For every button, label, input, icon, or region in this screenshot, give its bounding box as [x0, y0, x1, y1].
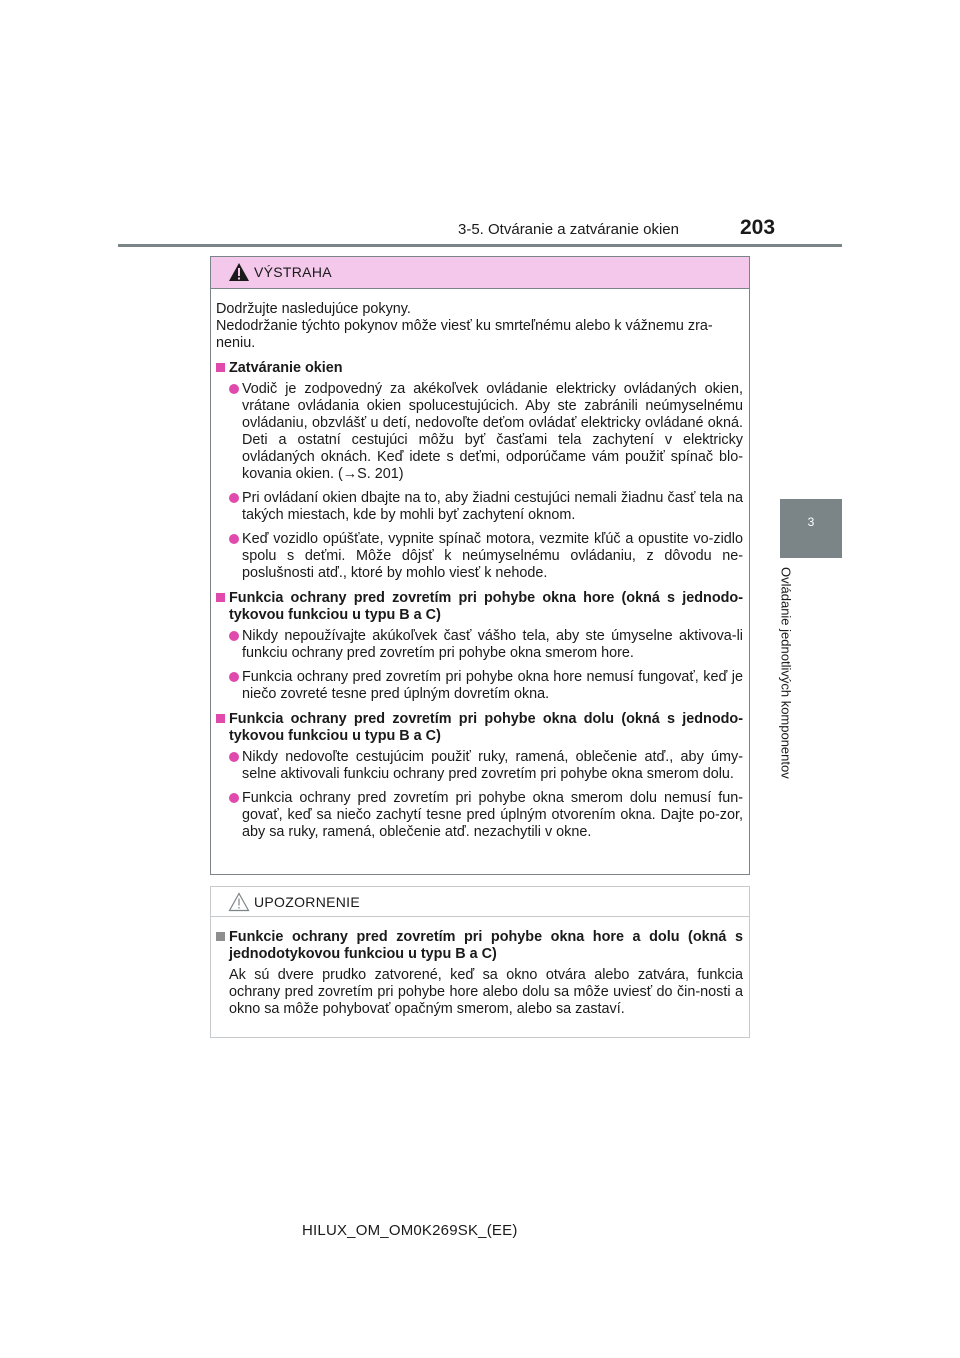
- list-item: [216, 749, 743, 783]
- warning-box-header: [211, 257, 749, 289]
- warning-triangle-icon: [228, 262, 250, 282]
- square-bullet-icon: [216, 932, 225, 941]
- page-number: 203: [740, 216, 776, 239]
- chapter-title-container: [764, 567, 808, 817]
- warning-section: [216, 360, 743, 582]
- section-title-text: Funkcie ochrany pred zovretím pri pohybe okna hore a dolu (okná s jednodotykovou funkciou u typu B a C): [229, 929, 743, 962]
- square-bullet-icon: [216, 363, 225, 372]
- chapter-title: Ovládanie jednotlivých komponentov: [778, 567, 794, 779]
- list-item-text: Funkcia ochrany pred zovretím pri pohybe okna smerom dolu nemusí fun-govať, keď sa niečo zachytí tesne pred úplným otvorením okna. Dajte po-zor, aby sa ruky, ramená, oblečenie atď. nezachytili v okne.: [242, 790, 743, 840]
- warning-section: [216, 590, 743, 703]
- list-item: [216, 628, 743, 662]
- list-item-text: Nikdy nepoužívajte akúkoľvek časť vášho tela, aby ste úmyselne aktivova-li funkciu ochrany pred zovretím pri pohybe okna smerom hore.: [242, 628, 743, 661]
- round-bullet-icon: [229, 672, 239, 682]
- list-item: [216, 531, 743, 582]
- warning-intro: [216, 301, 743, 352]
- header-divider: [118, 244, 842, 247]
- caution-section-title: [216, 929, 743, 963]
- caution-title: UPOZORNENIE: [254, 894, 360, 910]
- list-item: [216, 381, 743, 483]
- warning-section-title: [216, 590, 743, 624]
- round-bullet-icon: [229, 752, 239, 762]
- list-item: [216, 790, 743, 841]
- caution-body: [211, 917, 749, 1018]
- document-code: HILUX_OM_OM0K269SK_(EE): [302, 1222, 518, 1239]
- warning-section-title: [216, 711, 743, 745]
- bullet-list: [216, 628, 743, 703]
- bullet-list: [216, 749, 743, 841]
- section-title-text: Zatváranie okien: [229, 360, 343, 376]
- warning-title: VÝSTRAHA: [254, 264, 332, 280]
- list-item-text: Pri ovládaní okien dbajte na to, aby žiadni cestujúci nemali žiadnu časť tela na takých miestach, kde by mohli byť zachytení oknom.: [242, 490, 743, 523]
- list-item: [216, 490, 743, 524]
- list-item: [216, 669, 743, 703]
- list-item-text: Funkcia ochrany pred zovretím pri pohybe okna hore nemusí fungovať, keď je niečo zovreté tesne pred úplným dovretím okna.: [242, 669, 743, 702]
- round-bullet-icon: [229, 793, 239, 803]
- warning-section: [216, 711, 743, 841]
- round-bullet-icon: [229, 631, 239, 641]
- list-item-text: Vodič je zodpovedný za akékoľvek ovládanie elektricky ovládaných okien, vrátane ovládania okien spolucestujúcich. Aby ste zabránili neúmyselnému ovládaniu, obzvlášť u detí, nedovoľte deťom ovládať elektricky ovládané okná. Deti a ostatní cestujúci môžu byť časťami tela zachytení v elektricky ovládaných oknách. Keď idete s deťmi, odporúčame vám použiť spínač blo-kovania okien. (→S. 201): [242, 381, 743, 482]
- section-title-text: Funkcia ochrany pred zovretím pri pohybe okna hore (okná s jednodo-tykovou funkciou u typu B a C): [229, 590, 743, 623]
- header-section-title: 3-5. Otváranie a zatváranie okien: [458, 221, 679, 238]
- bullet-list: [216, 381, 743, 582]
- caution-section-text: Ak sú dvere prudko zatvorené, keď sa okno otvára alebo zatvára, funkcia ochrany pred zovretím pri pohybe hore alebo dolu sa môže uviesť do čin-nosti a okno sa môže pohybovať opačným smerom, alebo sa zastaví.: [229, 967, 743, 1017]
- warning-intro-line: Nedodržanie týchto pokynov môže viesť ku smrteľnému alebo k vážnemu zra-neniu.: [216, 318, 713, 351]
- chapter-number: 3: [807, 515, 815, 529]
- square-bullet-icon: [216, 593, 225, 602]
- round-bullet-icon: [229, 534, 239, 544]
- caution-box: [210, 886, 750, 1038]
- square-bullet-icon: [216, 714, 225, 723]
- chapter-tab: [780, 499, 842, 558]
- list-item-text: Nikdy nedovoľte cestujúcim použiť ruky, ramená, oblečenie atď., aby úmy-selne aktivovali funkciu ochrany pred zovretím pri pohybe okna smerom dolu.: [242, 749, 743, 782]
- caution-triangle-outline-icon: [228, 892, 250, 912]
- warning-intro-line: Dodržujte nasledujúce pokyny.: [216, 301, 411, 317]
- list-item-text: Keď vozidlo opúšťate, vypnite spínač motora, vezmite kľúč a opustite vo-zidlo spolu s deťmi. Môže dôjsť k neúmyselnému ovládaniu, z dôvodu ne-poslušnosti atď., ktoré by mohlo viesť k nehode.: [242, 531, 743, 581]
- section-title-text: Funkcia ochrany pred zovretím pri pohybe okna dolu (okná s jednodo-tykovou funkciou u typu B a C): [229, 711, 743, 744]
- warning-box: [210, 256, 750, 875]
- caution-box-header: [211, 887, 749, 917]
- round-bullet-icon: [229, 493, 239, 503]
- warning-section-title: [216, 360, 743, 377]
- warning-body: [211, 289, 749, 841]
- round-bullet-icon: [229, 384, 239, 394]
